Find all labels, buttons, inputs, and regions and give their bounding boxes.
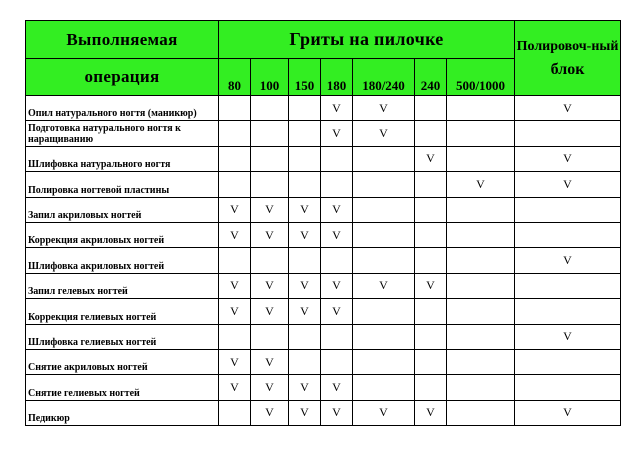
mark-cell: V [289, 299, 321, 324]
operation-cell: Снятие акриловых ногтей [26, 349, 219, 374]
table-row [26, 197, 621, 222]
mark-cell [251, 172, 289, 197]
table-row [26, 299, 621, 324]
mark-cell [515, 375, 621, 400]
operation-cell: Подготовка натурального ногтя к наращиванию [26, 121, 219, 146]
mark-cell [321, 248, 353, 273]
mark-cell: V [219, 349, 251, 374]
mark-cell [219, 146, 251, 171]
polish-block-header-bottom: блок [550, 61, 585, 78]
mark-cell: V [321, 273, 353, 298]
operation-cell: Снятие гелиевых ногтей [26, 375, 219, 400]
mark-cell [219, 96, 251, 121]
mark-cell: V [515, 172, 621, 197]
mark-cell: V [251, 273, 289, 298]
mark-cell [289, 146, 321, 171]
mark-cell [447, 146, 515, 171]
mark-cell [415, 121, 447, 146]
mark-cell: V [251, 222, 289, 247]
mark-cell [515, 273, 621, 298]
mark-cell [415, 197, 447, 222]
mark-cell: V [321, 299, 353, 324]
mark-cell [447, 273, 515, 298]
grit-table [25, 20, 621, 426]
table-row [26, 324, 621, 349]
mark-cell [415, 172, 447, 197]
grit-header-1: 100 [251, 59, 289, 96]
mark-cell: V [289, 400, 321, 425]
mark-cell: V [515, 400, 621, 425]
operation-cell: Шлифовка натурального ногтя [26, 146, 219, 171]
mark-cell [219, 400, 251, 425]
polish-block-header [515, 21, 621, 96]
mark-cell: V [321, 121, 353, 146]
mark-cell: V [447, 172, 515, 197]
mark-cell: V [251, 299, 289, 324]
mark-cell: V [219, 197, 251, 222]
mark-cell [219, 172, 251, 197]
mark-cell: V [251, 400, 289, 425]
mark-cell [415, 96, 447, 121]
mark-cell [353, 172, 415, 197]
mark-cell [447, 96, 515, 121]
mark-cell [353, 248, 415, 273]
operation-cell: Полировка ногтевой пластины [26, 172, 219, 197]
mark-cell: V [219, 273, 251, 298]
mark-cell: V [251, 375, 289, 400]
mark-cell [251, 96, 289, 121]
operation-cell: Опил натурального ногтя (маникюр) [26, 96, 219, 121]
mark-cell [515, 349, 621, 374]
mark-cell [321, 349, 353, 374]
mark-cell [415, 375, 447, 400]
mark-cell: V [353, 273, 415, 298]
mark-cell: V [289, 197, 321, 222]
mark-cell: V [321, 400, 353, 425]
mark-cell: V [251, 349, 289, 374]
table-row [26, 400, 621, 425]
mark-cell [251, 324, 289, 349]
table-row [26, 349, 621, 374]
mark-cell [447, 299, 515, 324]
operation-cell: Коррекция акриловых ногтей [26, 222, 219, 247]
mark-cell: V [415, 273, 447, 298]
mark-cell [219, 248, 251, 273]
mark-cell [447, 248, 515, 273]
mark-cell [415, 222, 447, 247]
mark-cell: V [219, 299, 251, 324]
mark-cell [219, 324, 251, 349]
grit-header-3: 180 [321, 59, 353, 96]
mark-cell [447, 121, 515, 146]
mark-cell: V [321, 197, 353, 222]
mark-cell: V [321, 222, 353, 247]
mark-cell [251, 146, 289, 171]
mark-cell [353, 197, 415, 222]
mark-cell [219, 121, 251, 146]
grit-header-4: 180/240 [353, 59, 415, 96]
mark-cell: V [415, 400, 447, 425]
table-row [26, 222, 621, 247]
mark-cell [251, 121, 289, 146]
mark-cell [515, 121, 621, 146]
mark-cell [321, 324, 353, 349]
grit-header-0: 80 [219, 59, 251, 96]
table-row [26, 96, 621, 121]
mark-cell [353, 375, 415, 400]
mark-cell [415, 248, 447, 273]
mark-cell [515, 197, 621, 222]
mark-cell [289, 324, 321, 349]
table-row [26, 248, 621, 273]
operation-cell: Запил гелевых ногтей [26, 273, 219, 298]
table-row [26, 375, 621, 400]
mark-cell [353, 349, 415, 374]
table-row [26, 121, 621, 146]
mark-cell [321, 146, 353, 171]
mark-cell: V [515, 248, 621, 273]
mark-cell [447, 349, 515, 374]
operation-cell: Шлифовка гелиевых ногтей [26, 324, 219, 349]
table-row [26, 273, 621, 298]
table-row [26, 172, 621, 197]
mark-cell [321, 172, 353, 197]
mark-cell [415, 349, 447, 374]
grit-header-2: 150 [289, 59, 321, 96]
mark-cell [447, 222, 515, 247]
operation-header-top: Выполняемая [26, 21, 219, 59]
mark-cell [289, 349, 321, 374]
mark-cell [447, 375, 515, 400]
mark-cell: V [353, 400, 415, 425]
mark-cell [289, 172, 321, 197]
mark-cell [289, 96, 321, 121]
mark-cell [353, 146, 415, 171]
mark-cell: V [219, 222, 251, 247]
mark-cell: V [515, 96, 621, 121]
mark-cell [353, 324, 415, 349]
operation-cell: Коррекция гелиевых ногтей [26, 299, 219, 324]
mark-cell [515, 222, 621, 247]
operation-cell: Шлифовка акриловых ногтей [26, 248, 219, 273]
mark-cell: V [353, 121, 415, 146]
grit-header-5: 240 [415, 59, 447, 96]
grits-title: Гриты на пилочке [219, 21, 515, 59]
mark-cell: V [289, 273, 321, 298]
mark-cell [447, 324, 515, 349]
mark-cell: V [219, 375, 251, 400]
mark-cell [353, 222, 415, 247]
grit-table-container [25, 20, 621, 426]
polish-block-header-top: Полировоч-ный [516, 39, 619, 54]
mark-cell [251, 248, 289, 273]
operation-header-bottom: операция [26, 59, 219, 96]
operation-cell: Запил акриловых ногтей [26, 197, 219, 222]
mark-cell: V [515, 324, 621, 349]
mark-cell: V [321, 375, 353, 400]
mark-cell: V [251, 197, 289, 222]
mark-cell: V [289, 375, 321, 400]
mark-cell [515, 299, 621, 324]
mark-cell [289, 121, 321, 146]
mark-cell: V [321, 96, 353, 121]
mark-cell [447, 400, 515, 425]
mark-cell [415, 324, 447, 349]
mark-cell: V [289, 222, 321, 247]
mark-cell: V [515, 146, 621, 171]
mark-cell: V [353, 96, 415, 121]
mark-cell [353, 299, 415, 324]
mark-cell [415, 299, 447, 324]
mark-cell: V [415, 146, 447, 171]
mark-cell [289, 248, 321, 273]
grit-header-6: 500/1000 [447, 59, 515, 96]
table-row [26, 146, 621, 171]
mark-cell [447, 197, 515, 222]
operation-cell: Педикюр [26, 400, 219, 425]
